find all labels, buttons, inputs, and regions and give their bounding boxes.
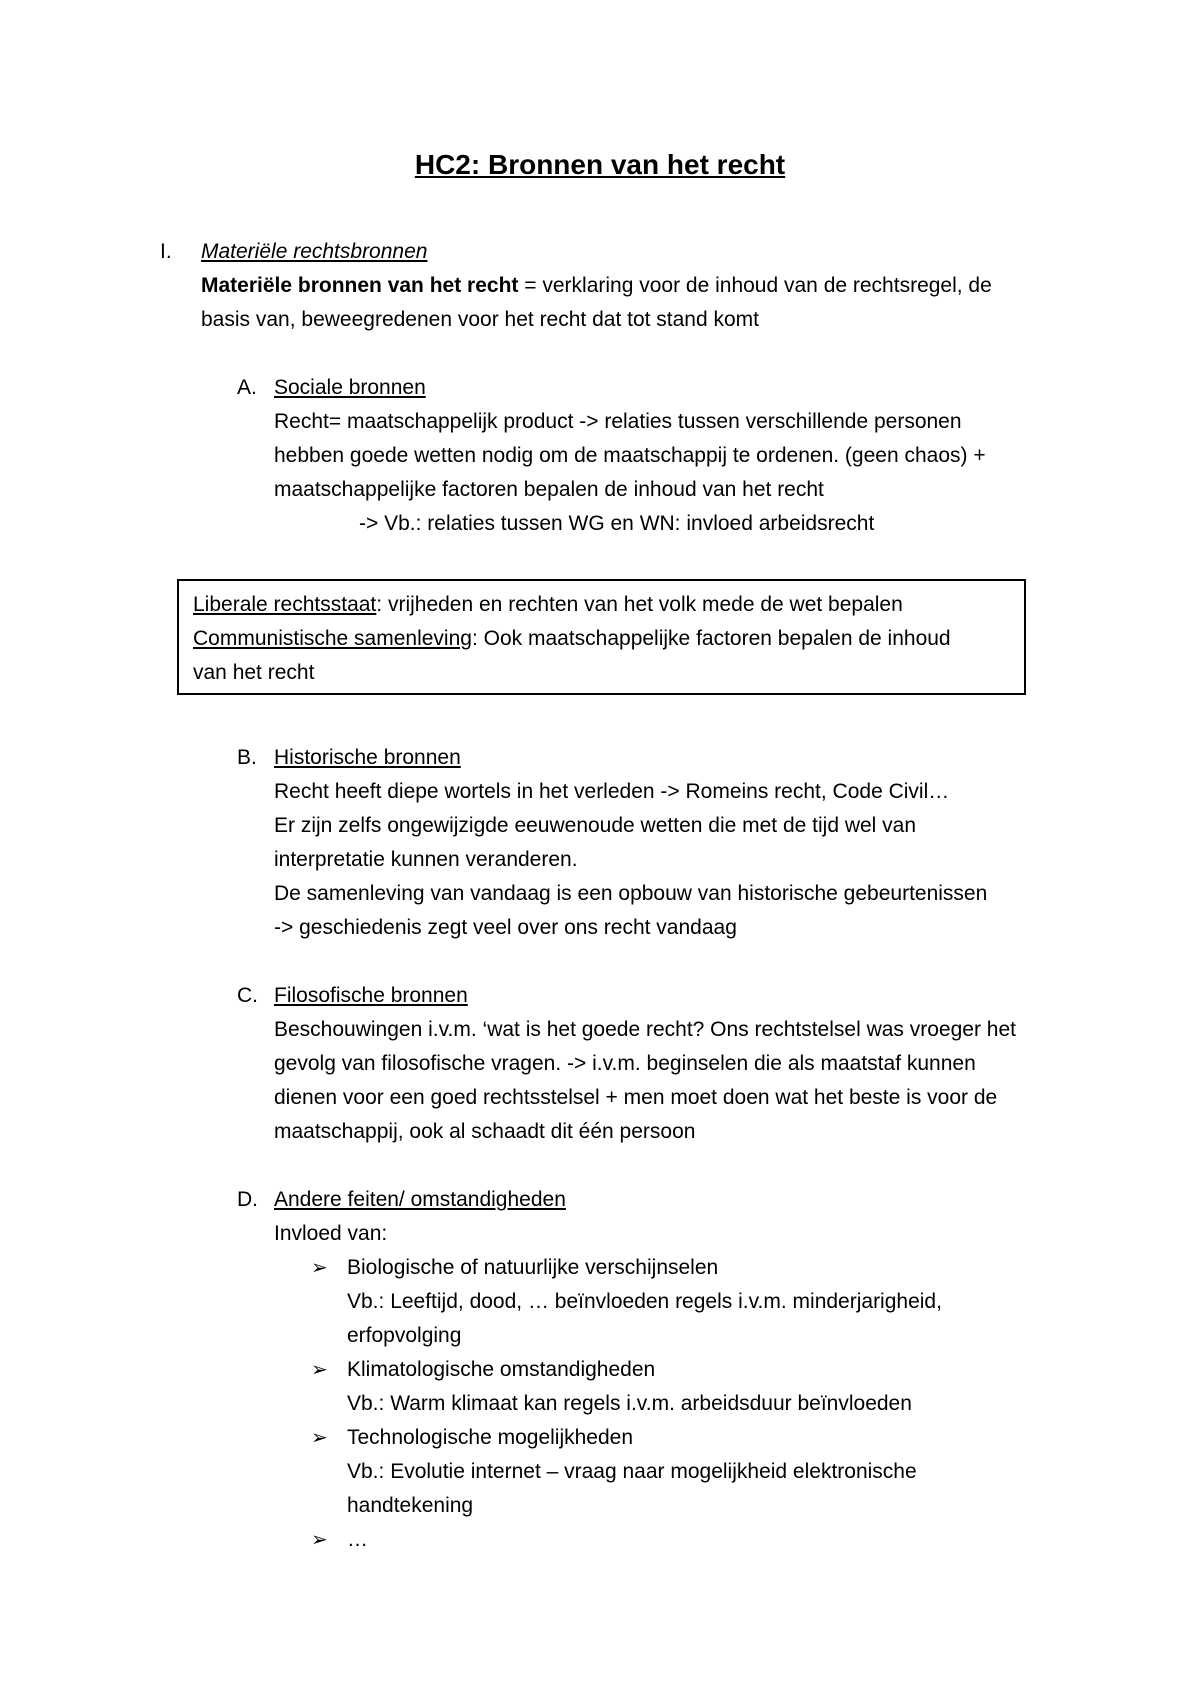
subsection-marker: D. <box>237 1188 258 1211</box>
box-text: : Ook maatschappelijke factoren bepalen de inhoud <box>471 627 951 650</box>
subsection-marker: A. <box>237 376 257 399</box>
arrow-bullet-icon: ➢ <box>311 1257 328 1279</box>
box-term: Communistische samenleving <box>193 627 472 650</box>
definition-text: = verklaring voor de inhoud van de rechtsregel, de <box>518 274 992 297</box>
example-line: -> Vb.: relaties tussen WG en WN: invloed arbeidsrecht <box>359 512 875 535</box>
section-heading: Materiële rechtsbronnen <box>201 240 428 263</box>
subsection-marker: B. <box>237 746 257 769</box>
list-item-line: Vb.: Leeftijd, dood, … beïnvloeden regels i.v.m. minderjarigheid, <box>347 1290 942 1313</box>
arrow-bullet-icon: ➢ <box>311 1529 328 1551</box>
list-item-title: Biologische of natuurlijke verschijnselen <box>347 1256 719 1279</box>
paragraph-line: gevolg van filosofische vragen. -> i.v.m. beginselen die als maatstaf kunnen <box>274 1052 976 1075</box>
paragraph-line: hebben goede wetten nodig om de maatschappij te ordenen. (geen chaos) + <box>274 444 986 467</box>
paragraph-line: Recht heeft diepe wortels in het verleden -> Romeins recht, Code Civil… <box>274 780 950 803</box>
paragraph-line: Beschouwingen i.v.m. ‘wat is het goede recht? Ons rechtstelsel was vroeger het <box>274 1018 1016 1041</box>
subsection-heading: Filosofische bronnen <box>274 984 468 1007</box>
box-text: : vrijheden en rechten van het volk mede de wet bepalen <box>376 593 903 616</box>
definition-line <box>201 269 992 303</box>
list-item-title: Klimatologische omstandigheden <box>347 1358 656 1381</box>
paragraph-line: De samenleving van vandaag is een opbouw van historische gebeurtenissen <box>274 882 988 905</box>
list-item-title: … <box>347 1528 368 1551</box>
definition-term: Materiële bronnen van het recht <box>201 274 519 297</box>
arrow-bullet-icon: ➢ <box>311 1427 328 1449</box>
paragraph-line: maatschappij, ook al schaadt dit één persoon <box>274 1120 696 1143</box>
list-item-line: Vb.: Evolutie internet – vraag naar mogelijkheid elektronische <box>347 1460 917 1483</box>
paragraph-line: interpretatie kunnen veranderen. <box>274 848 578 871</box>
arrow-bullet-icon: ➢ <box>311 1359 328 1381</box>
paragraph-line: dienen voor een goed rechtsstelsel + men moet doen wat het beste is voor de <box>274 1086 998 1109</box>
box-line <box>193 622 951 656</box>
box-line <box>193 588 903 622</box>
section-marker: I. <box>160 240 172 263</box>
subsection-heading: Historische bronnen <box>274 746 461 769</box>
list-item-line: erfopvolging <box>347 1324 462 1347</box>
paragraph-line: Recht= maatschappelijk product -> relaties tussen verschillende personen <box>274 410 962 433</box>
subsection-heading: Sociale bronnen <box>274 376 426 399</box>
intro-line: Invloed van: <box>274 1222 388 1245</box>
box-term: Liberale rechtsstaat <box>193 593 377 616</box>
subsection-marker: C. <box>237 984 258 1007</box>
paragraph-line: maatschappelijke factoren bepalen de inhoud van het recht <box>274 478 824 501</box>
definition-line-2: basis van, beweegredenen voor het recht dat tot stand komt <box>201 308 760 331</box>
page-title: HC2: Bronnen van het recht <box>414 149 786 180</box>
list-item-title: Technologische mogelijkheden <box>347 1426 634 1449</box>
subsection-heading: Andere feiten/ omstandigheden <box>274 1188 566 1211</box>
list-item-line: Vb.: Warm klimaat kan regels i.v.m. arbeidsduur beïnvloeden <box>347 1392 912 1415</box>
paragraph-line: -> geschiedenis zegt veel over ons recht vandaag <box>274 916 737 939</box>
list-item-line: handtekening <box>347 1494 474 1517</box>
paragraph-line: Er zijn zelfs ongewijzigde eeuwenoude wetten die met de tijd wel van <box>274 814 917 837</box>
box-line: van het recht <box>193 661 315 684</box>
